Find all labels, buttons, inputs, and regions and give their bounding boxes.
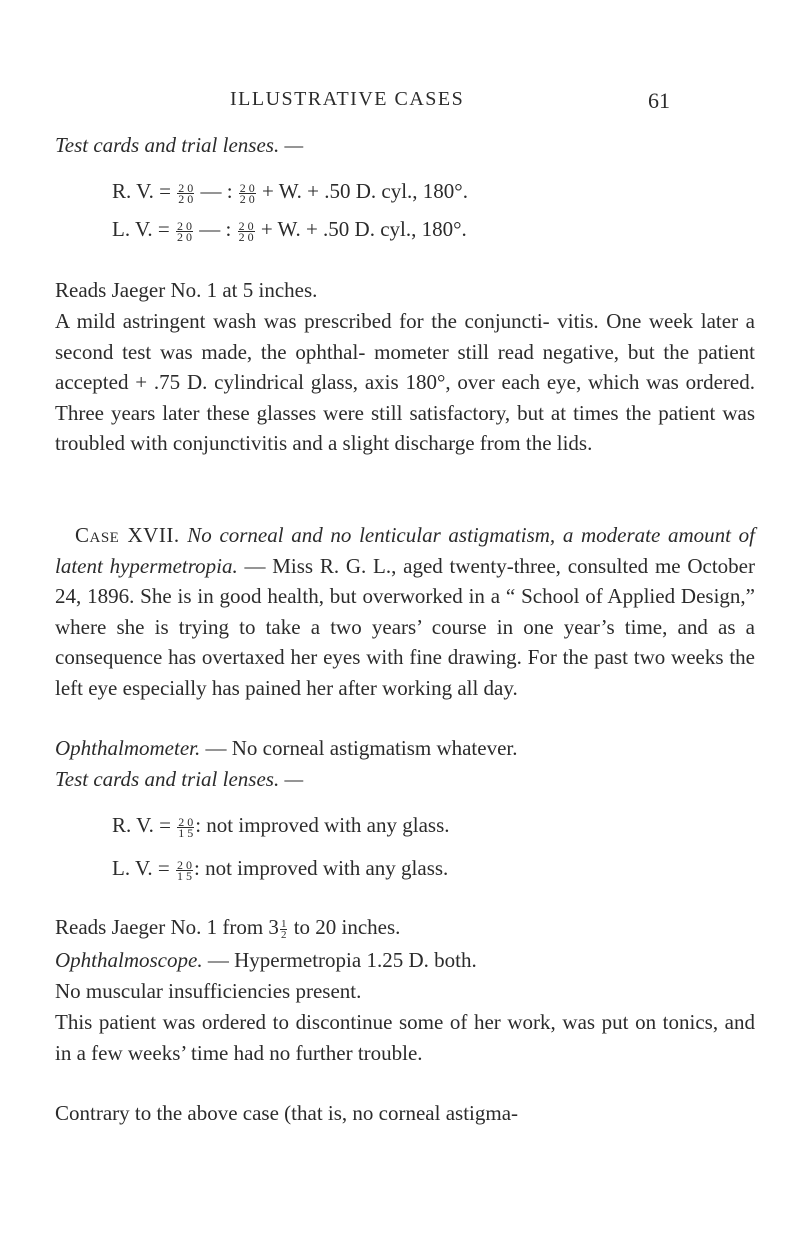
lv2-suffix: : not improved with any glass. bbox=[194, 856, 449, 880]
final-paragraph bbox=[55, 1007, 755, 1068]
rv-fraction-b: $\frac{2 0}{2 0}$ bbox=[239, 180, 255, 206]
rv2-suffix: : not improved with any glass. bbox=[195, 813, 450, 837]
ophthalmometer-label: Ophthalmometer. bbox=[55, 736, 201, 760]
lv-mid: — : bbox=[199, 217, 232, 241]
rv-mid: — : bbox=[200, 179, 233, 203]
header-title: ILLUSTRATIVE CASES bbox=[230, 88, 465, 110]
lv2-fraction: $\frac{2 0}{1 5}$ bbox=[177, 857, 192, 883]
case-body: — Miss R. G. L., aged twenty-three, consulted me October 24, 1896. She is in good health, but overworked in a “ School of Applied Design,” where she is trying to take a two years’ course in one year’s time, and as a consequence has overtaxed her eyes with fine drawing. For the past two weeks the left eye especially has pained her after working all day. bbox=[55, 553, 755, 700]
running-header bbox=[230, 88, 670, 114]
jaeger2-part-a: Reads Jaeger No. 1 from 3 bbox=[55, 915, 279, 939]
lv-formula-2 bbox=[112, 853, 800, 884]
rv2-prefix: R. V. = bbox=[112, 813, 171, 837]
paragraph-conjunctivitis-text: A mild astringent wash was prescribed for the conjuncti- vitis. One week later a second test was made, the ophthal- mometer still read negative, but the patient accepted + .75 D. cylindrical glass, axis 180°, over each eye, which was ordered. Three years later these glasses were still satisfactory, but at times the patient was troubled with conjunctivitis and a slight discharge from the lids. bbox=[55, 309, 755, 455]
rv2-fraction: $\frac{2 0}{1 5}$ bbox=[178, 814, 194, 840]
final-paragraph-text: This patient was ordered to discontinue some of her work, was put on tonics, and in a few weeks’ time had no further trouble. bbox=[55, 1010, 755, 1065]
case-title: No corneal and no lenticular astigmatism, a moderate amount of latent hypermetropia. bbox=[55, 523, 755, 578]
jaeger-line-2 bbox=[55, 912, 755, 943]
section-heading-test-cards-2: Test cards and trial lenses. — bbox=[55, 767, 304, 791]
ophthalmometer-text: — No corneal astigmatism whatever. bbox=[205, 736, 518, 760]
paragraph-conjunctivitis bbox=[55, 306, 755, 459]
jaeger-line-1: Reads Jaeger No. 1 at 5 inches. bbox=[55, 278, 318, 302]
lv-formula-1 bbox=[112, 214, 800, 245]
lv-suffix: + W. + .50 D. cyl., 180°. bbox=[260, 217, 467, 241]
ophthalmoscope-text: — Hypermetropia 1.25 D. both. bbox=[207, 948, 477, 972]
lv-fraction-a: $\frac{2 0}{2 0}$ bbox=[177, 218, 192, 244]
case-label: Case XVII. bbox=[75, 523, 180, 547]
jaeger2-part-b: to 20 inches. bbox=[293, 915, 401, 939]
lv2-prefix: L. V. = bbox=[112, 856, 170, 880]
rv-formula-1 bbox=[112, 176, 800, 207]
jaeger2-fraction: $\frac{1}{2}$ bbox=[280, 917, 287, 941]
ophthalmoscope-label: Ophthalmoscope. bbox=[55, 948, 203, 972]
lv-fraction-b: $\frac{2 0}{2 0}$ bbox=[238, 218, 254, 244]
rv-prefix: R. V. = bbox=[112, 179, 171, 203]
lv-prefix: L. V. = bbox=[112, 217, 170, 241]
rv-formula-2 bbox=[112, 810, 800, 841]
rv-fraction-a: $\frac{2 0}{2 0}$ bbox=[178, 180, 194, 206]
page-number: 61 bbox=[648, 88, 670, 113]
case-xvii-block bbox=[55, 520, 755, 703]
ophthalmoscope-line bbox=[55, 945, 755, 976]
ophthalmometer-line bbox=[55, 733, 755, 764]
section-heading-test-cards: Test cards and trial lenses. — bbox=[55, 133, 304, 157]
case-xvii-paragraph bbox=[55, 520, 755, 703]
rv-suffix: + W. + .50 D. cyl., 180°. bbox=[262, 179, 468, 203]
muscular-line: No muscular insufficiencies present. bbox=[55, 979, 362, 1003]
last-line: Contrary to the above case (that is, no corneal astigma- bbox=[55, 1101, 519, 1125]
